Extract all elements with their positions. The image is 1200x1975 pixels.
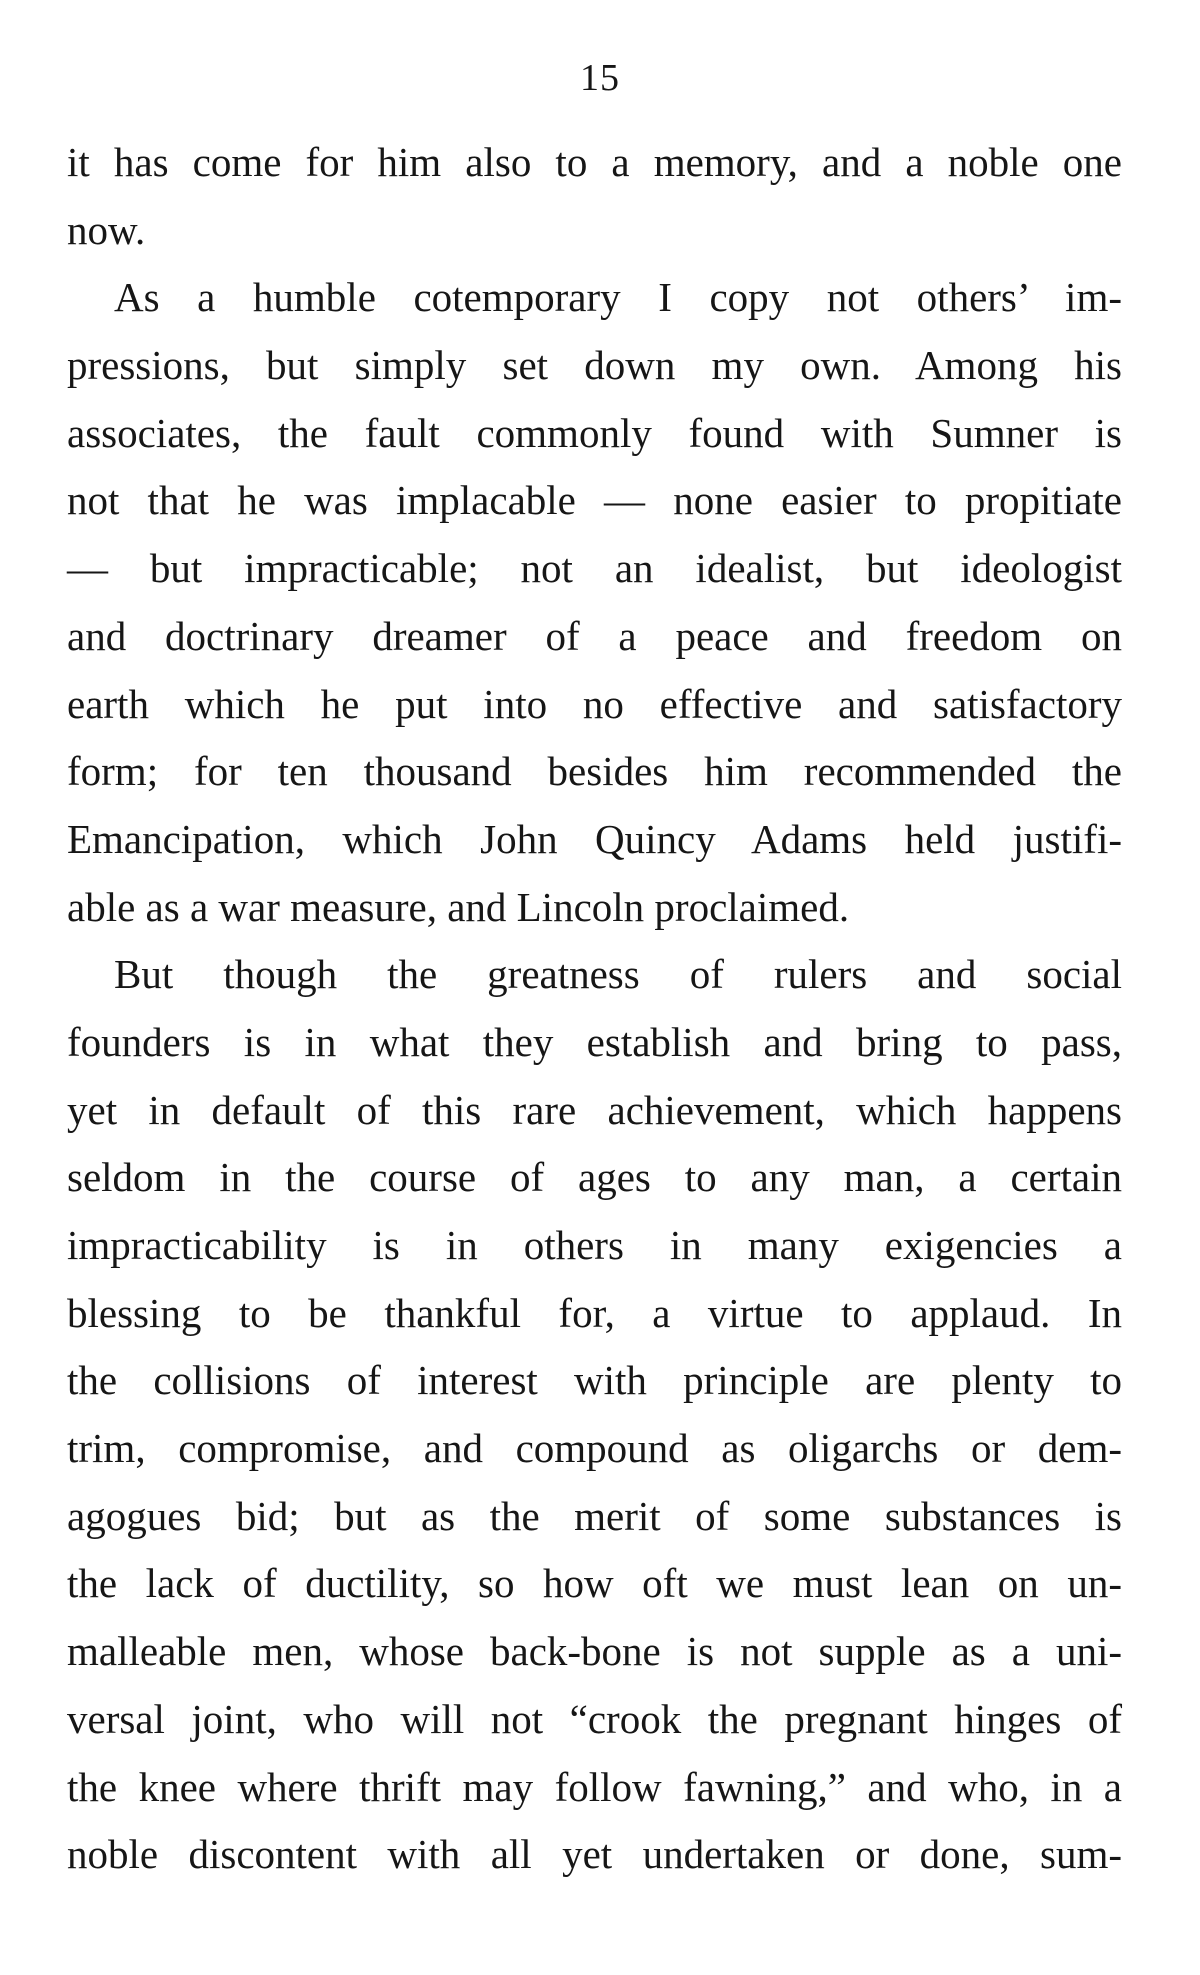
- page-number: 15: [580, 57, 620, 99]
- text-line: malleable men, whose back-bone is not supple as a uni-: [67, 1628, 1122, 1675]
- text-line: the knee where thrift may follow fawning,” and who, in a: [67, 1763, 1122, 1810]
- text-line: impracticability is in others in many exigencies a: [67, 1222, 1122, 1268]
- text-line: But though the greatness of rulers and social: [114, 951, 1122, 998]
- text-line: agogues bid; but as the merit of some substances is: [67, 1492, 1122, 1539]
- text-line: seldom in the course of ages to any man, a certain: [67, 1154, 1122, 1201]
- text-line: — but impracticable; not an idealist, but ideologist: [67, 545, 1122, 592]
- text-line: noble discontent with all yet undertaken or done, sum-: [67, 1831, 1122, 1878]
- text-line: versal joint, who will not “crook the pregnant hinges of: [67, 1695, 1122, 1742]
- text-line: blessing to be thankful for, a virtue to applaud. In: [67, 1289, 1122, 1336]
- text-line: it has come for him also to a memory, and a noble one: [67, 139, 1122, 185]
- text-line: and doctrinary dreamer of a peace and freedom on: [67, 612, 1122, 659]
- text-line: pressions, but simply set down my own. Among his: [67, 342, 1122, 389]
- text-line: Emancipation, which John Quincy Adams held justifi-: [67, 815, 1122, 862]
- text-line: trim, compromise, and compound as oligarchs or dem-: [67, 1425, 1122, 1472]
- text-line: form; for ten thousand besides him recommended the: [67, 748, 1122, 795]
- text-line: founders is in what they establish and bring to pass,: [67, 1018, 1122, 1065]
- text-line: earth which he put into no effective and satisfactory: [67, 680, 1122, 727]
- text-line: able as a war measure, and Lincoln proclaimed.: [67, 883, 850, 930]
- text-line: not that he was implacable — none easier to propitiate: [67, 477, 1122, 524]
- text-line: As a humble cotemporary I copy not others’ im-: [114, 274, 1122, 321]
- body-text: [67, 136, 1122, 1896]
- text-line: the collisions of interest with principle are plenty to: [67, 1357, 1122, 1404]
- text-line: associates, the fault commonly found with Sumner is: [67, 409, 1122, 456]
- text-line: yet in default of this rare achievement, which happens: [67, 1086, 1122, 1133]
- text-line: the lack of ductility, so how oft we must lean on un-: [67, 1560, 1122, 1607]
- text-line: now.: [67, 206, 146, 253]
